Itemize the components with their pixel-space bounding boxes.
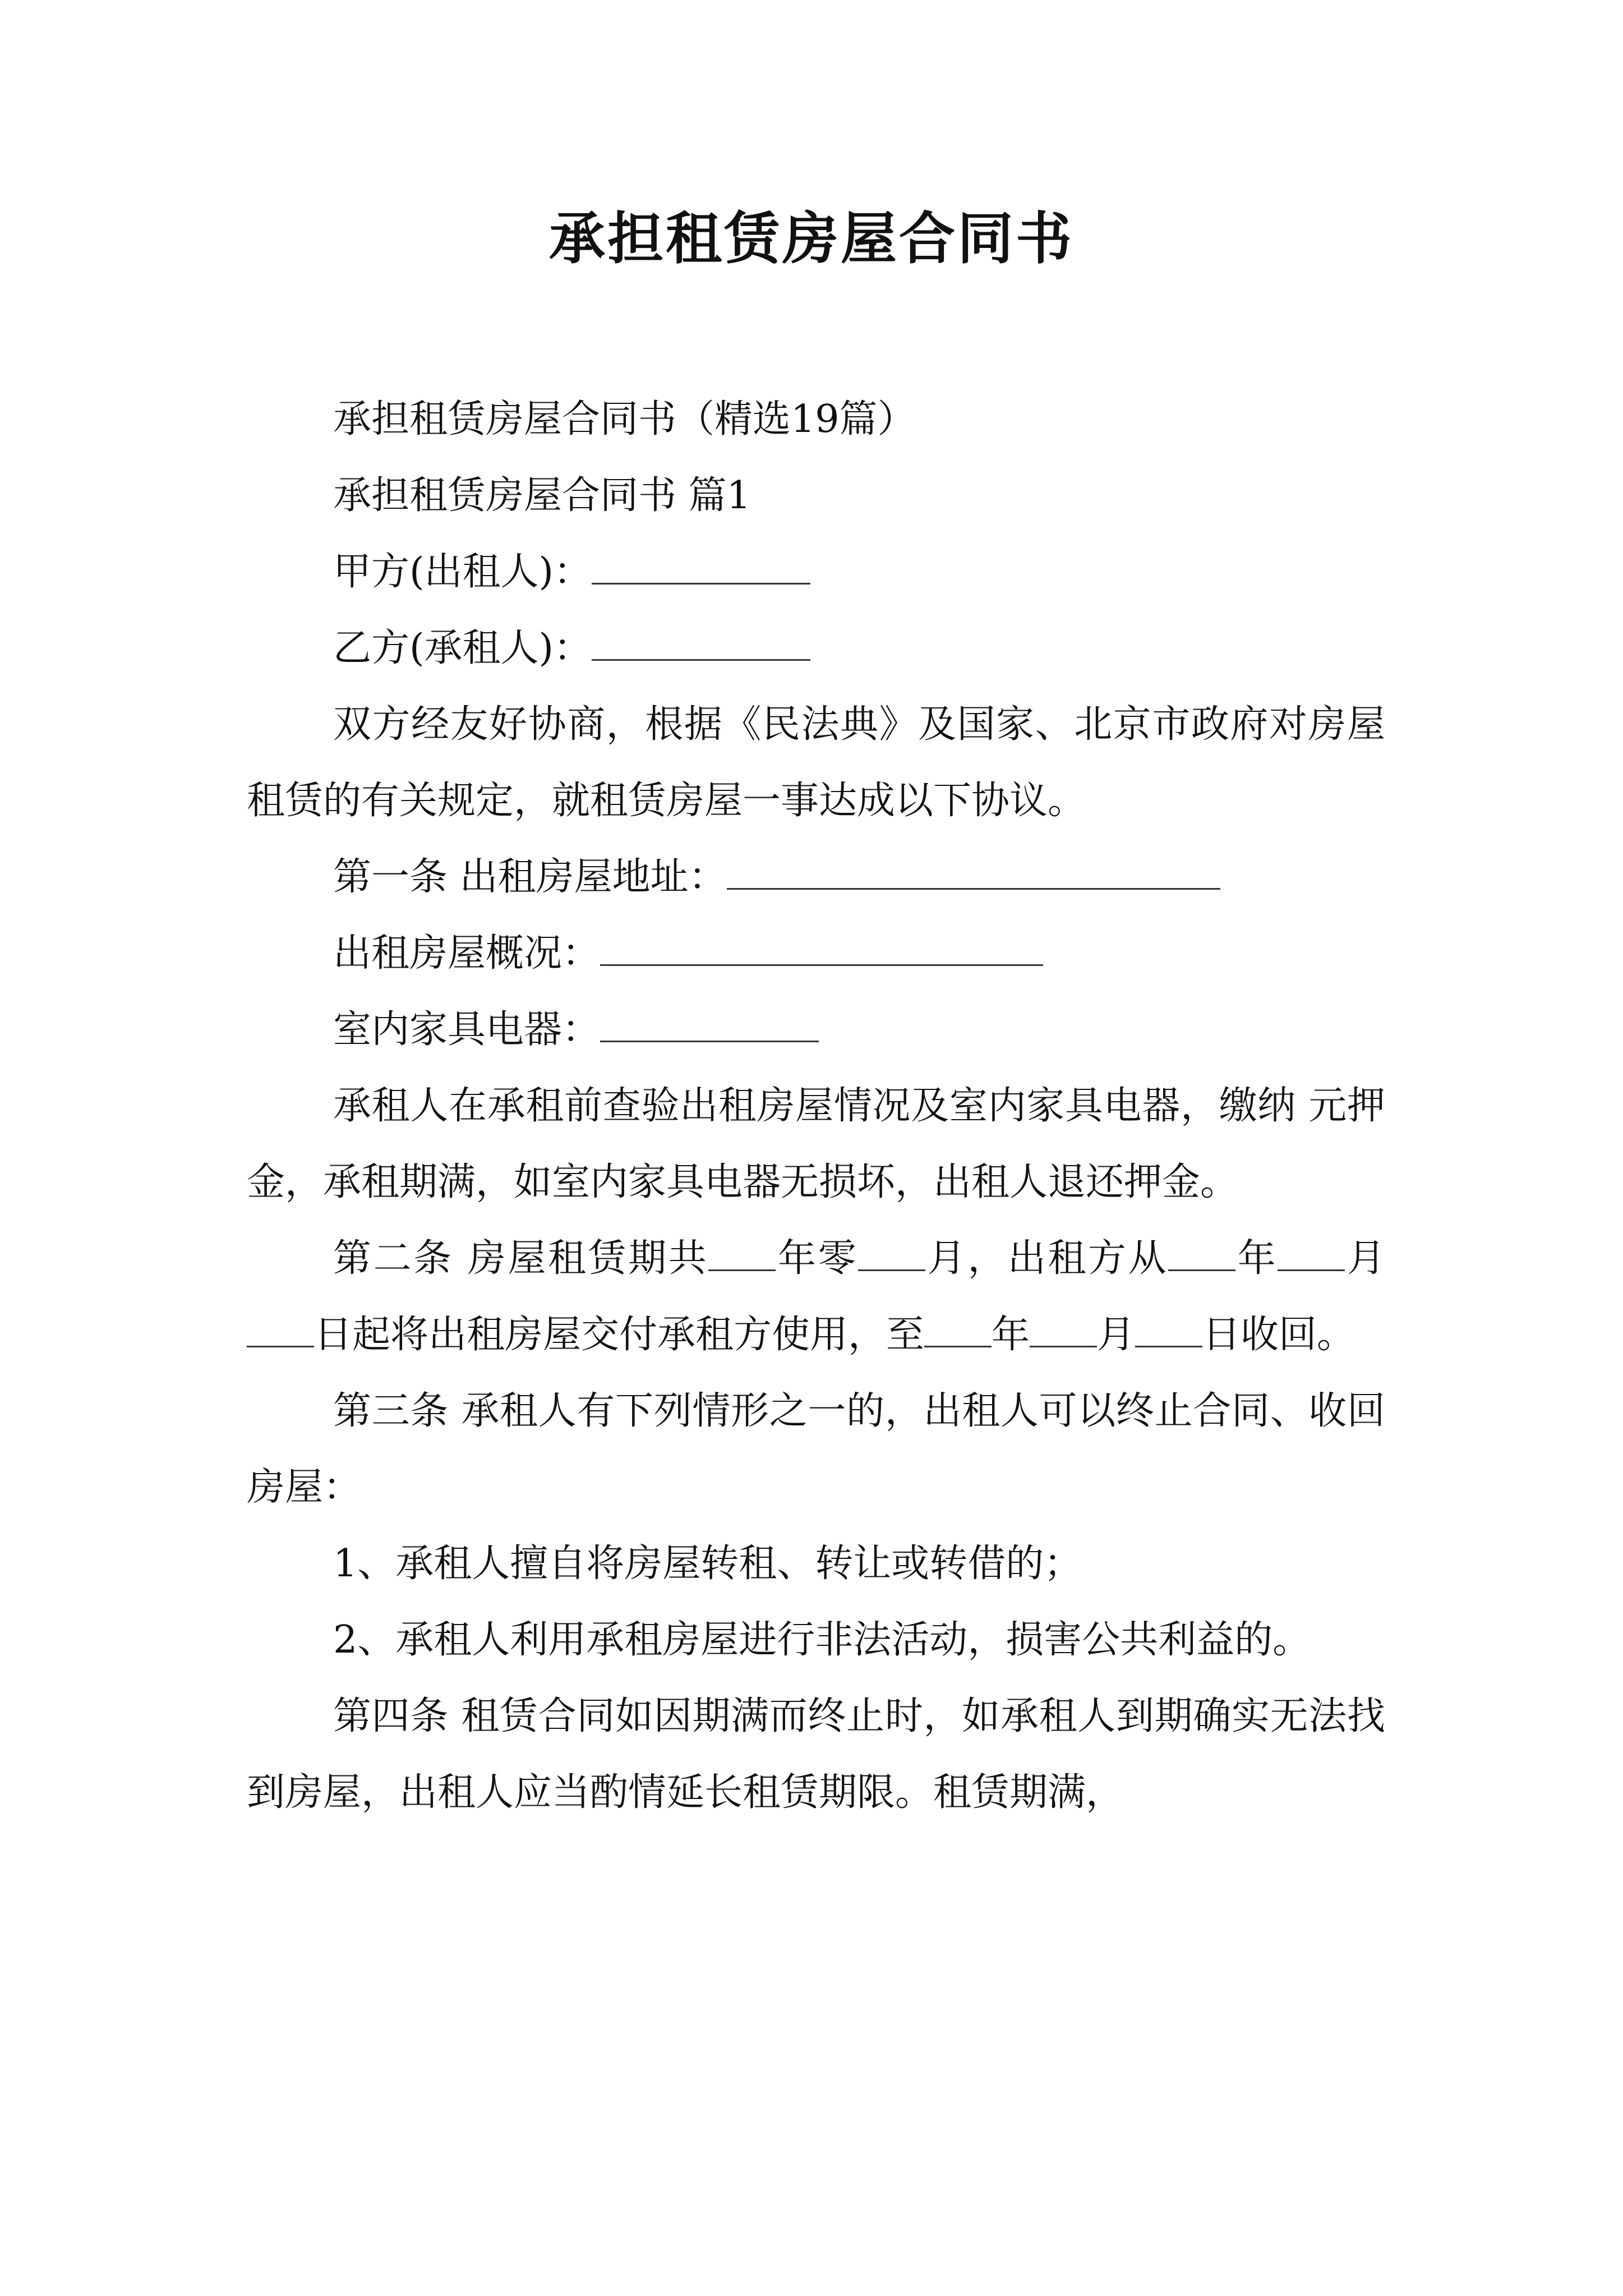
- end-year-blank: [924, 1317, 992, 1347]
- list-item-2: 2、承租人利用承租房屋进行非法活动，损害公共利益的。: [333, 1618, 1311, 1662]
- article1-label: 第一条 出租房屋地址：: [333, 855, 727, 899]
- party-b-label: 乙方(承租人)：: [333, 626, 592, 670]
- intro-paragraph: 双方经友好协商，根据《民法典》及国家、北京市政府对房屋租赁的有关规定，就租赁房屋一事达成以下协议。: [247, 702, 1385, 823]
- overview-blank: [600, 935, 1043, 966]
- article2-text-7: 年: [992, 1313, 1030, 1357]
- article3-paragraph: 第三条 承租人有下列情形之一的，出租人可以终止合同、收回房屋：: [247, 1389, 1385, 1510]
- start-day-blank: [247, 1317, 314, 1347]
- furniture-line: [247, 992, 1385, 1068]
- list-item-1: 1、承租人擅自将房屋转租、转让或转借的；: [333, 1542, 1082, 1586]
- section-heading: 承担租赁房屋合同书 篇1: [333, 473, 751, 518]
- party-a-blank: [592, 554, 810, 585]
- months-blank: [858, 1240, 925, 1271]
- party-a-line: [247, 534, 1385, 610]
- article2-paragraph: [247, 1221, 1385, 1373]
- address-blank: [727, 859, 1220, 890]
- start-month-blank: [1278, 1240, 1345, 1271]
- article2-text-4: 年: [1235, 1236, 1278, 1281]
- party-b-line: [247, 610, 1385, 687]
- article1-line: [247, 839, 1385, 915]
- article2-text-5: 月: [1345, 1236, 1385, 1281]
- article2-text-2: 年零: [776, 1236, 859, 1281]
- years-blank: [708, 1240, 776, 1271]
- furniture-blank: [600, 1011, 819, 1042]
- overview-line: [247, 915, 1385, 992]
- article2-text-6: 日起将出租房屋交付承租方使用，至: [314, 1313, 925, 1357]
- article2-text-8: 月: [1097, 1313, 1136, 1357]
- deposit-paragraph: 承租人在承租前查验出租房屋情况及室内家具电器，缴纳 元押金，承租期满，如室内家具电器无损坏，出租人退还押金。: [247, 1084, 1385, 1204]
- furniture-label: 室内家具电器：: [333, 1007, 601, 1052]
- party-b-blank: [592, 630, 810, 661]
- subtitle: 承担租赁房屋合同书（精选19篇）: [333, 397, 916, 441]
- end-month-blank: [1030, 1317, 1097, 1347]
- article2-text-1: 第二条 房屋租赁期共: [333, 1236, 709, 1281]
- article4-paragraph: 第四条 租赁合同如因期满而终止时，如承租人到期确实无法找到房屋，出租人应当酌情延长租赁期限。租赁期满，: [247, 1694, 1385, 1815]
- end-day-blank: [1135, 1317, 1202, 1347]
- party-a-label: 甲方(出租人)：: [333, 550, 592, 594]
- document-body: [247, 381, 1385, 1831]
- article2-text-9: 日收回。: [1202, 1313, 1355, 1357]
- document-title: 承担租赁房屋合同书: [549, 205, 1074, 272]
- start-year-blank: [1168, 1240, 1235, 1271]
- article2-text-3: 月，出租方从: [925, 1236, 1169, 1281]
- overview-label: 出租房屋概况：: [333, 931, 601, 976]
